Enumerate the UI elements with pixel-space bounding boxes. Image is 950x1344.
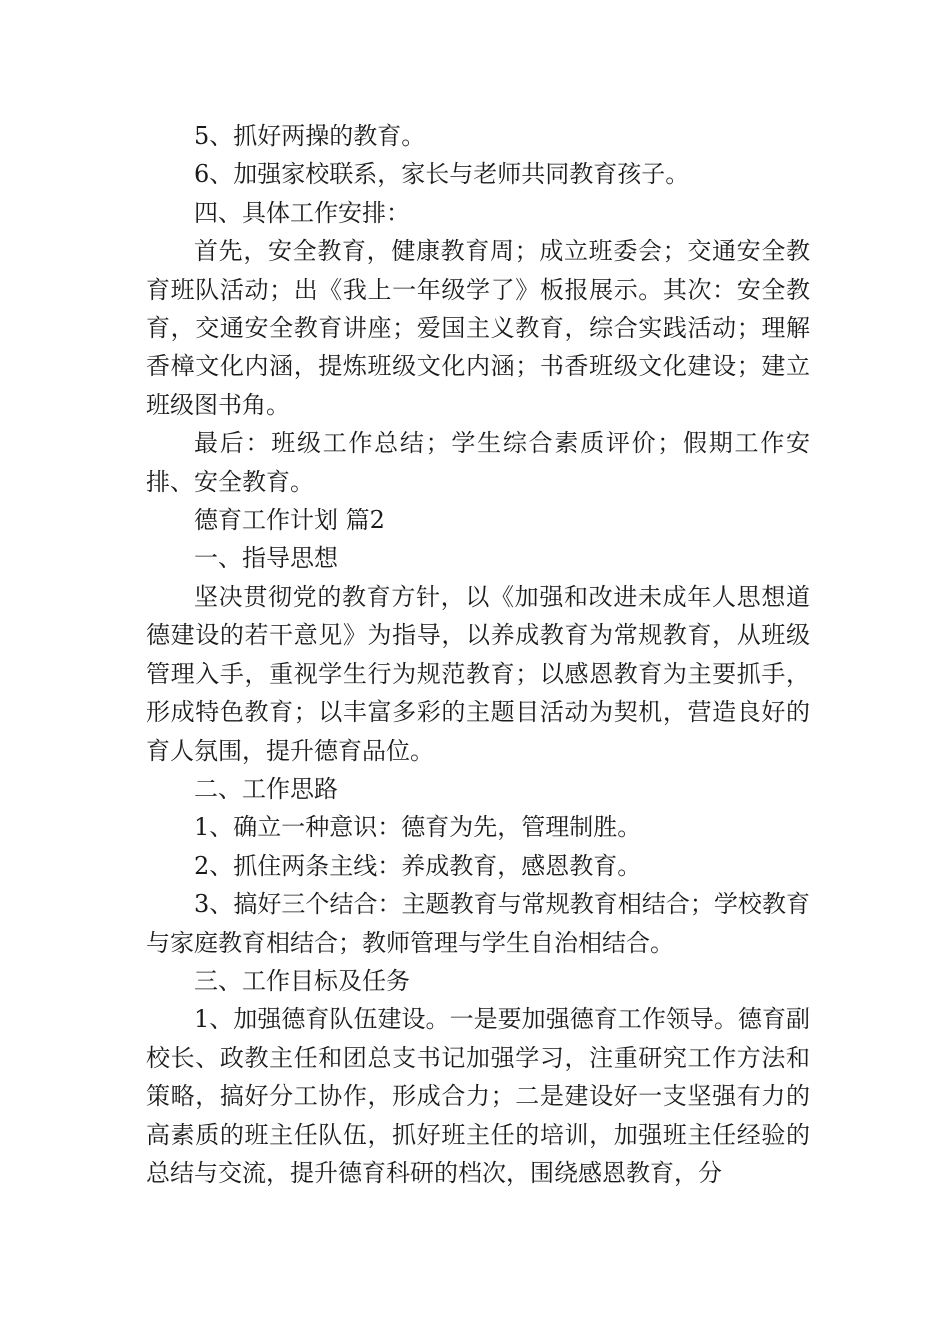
section-heading-guiding-ideology: 一、指导思想	[194, 544, 338, 573]
list-item-awareness: 1、确立一种意识：德育为先，管理制胜。	[194, 813, 642, 842]
paragraph-first: 首先，安全教育，健康教育周；成立班委会；交通安全教育班队活动；出《我上一年级学了》板报展示。其次：安全教育，交通安全教育讲座；爱国主义教育，综合实践活动；理解香樟文化内涵，提炼班级文化内涵；书香班级文化建设；建立班级图书角。	[146, 237, 810, 419]
list-item-two-exercises: 5、抓好两操的教育。	[194, 122, 426, 150]
list-item-home-school: 6、加强家校联系，家长与老师共同教育孩子。	[194, 160, 690, 189]
list-item-main-lines: 2、抓住两条主线：养成教育，感恩教育。	[194, 851, 642, 880]
list-item-combinations: 3、搞好三个结合：主题教育与常规教育相结合；学校教育与家庭教育相结合；教师管理与学生自治相结合。	[146, 890, 810, 957]
section-heading-work-ideas: 二、工作思路	[194, 774, 338, 803]
paragraph-guiding-ideology: 坚决贯彻党的教育方针，以《加强和改进未成年人思想道德建设的若干意见》为指导，以养成教育为常规教育，从班级管理入手，重视学生行为规范教育；以感恩教育为主要抓手，形成特色教育；以丰富多彩的主题目活动为契机，营造良好的育人氛围，提升德育品位。	[146, 582, 810, 765]
article-title-part2: 德育工作计划 篇2	[194, 506, 385, 535]
section-heading-goals: 三、工作目标及任务	[194, 966, 410, 995]
section-heading-schedule: 四、具体工作安排：	[194, 198, 410, 227]
document-page	[146, 117, 810, 1192]
paragraph-last: 最后：班级工作总结；学生综合素质评价；假期工作安排、安全教育。	[146, 429, 810, 496]
paragraph-team-building: 1、加强德育队伍建设。一是要加强德育工作领导。德育副校长、政教主任和团总支书记加强学习，注重研究工作方法和策略，搞好分工协作，形成合力；二是建设好一支坚强有力的高素质的班主任队伍，抓好班主任的培训，加强班主任经验的总结与交流，提升德育科研的档次，围绕感恩教育，分	[146, 1005, 810, 1187]
